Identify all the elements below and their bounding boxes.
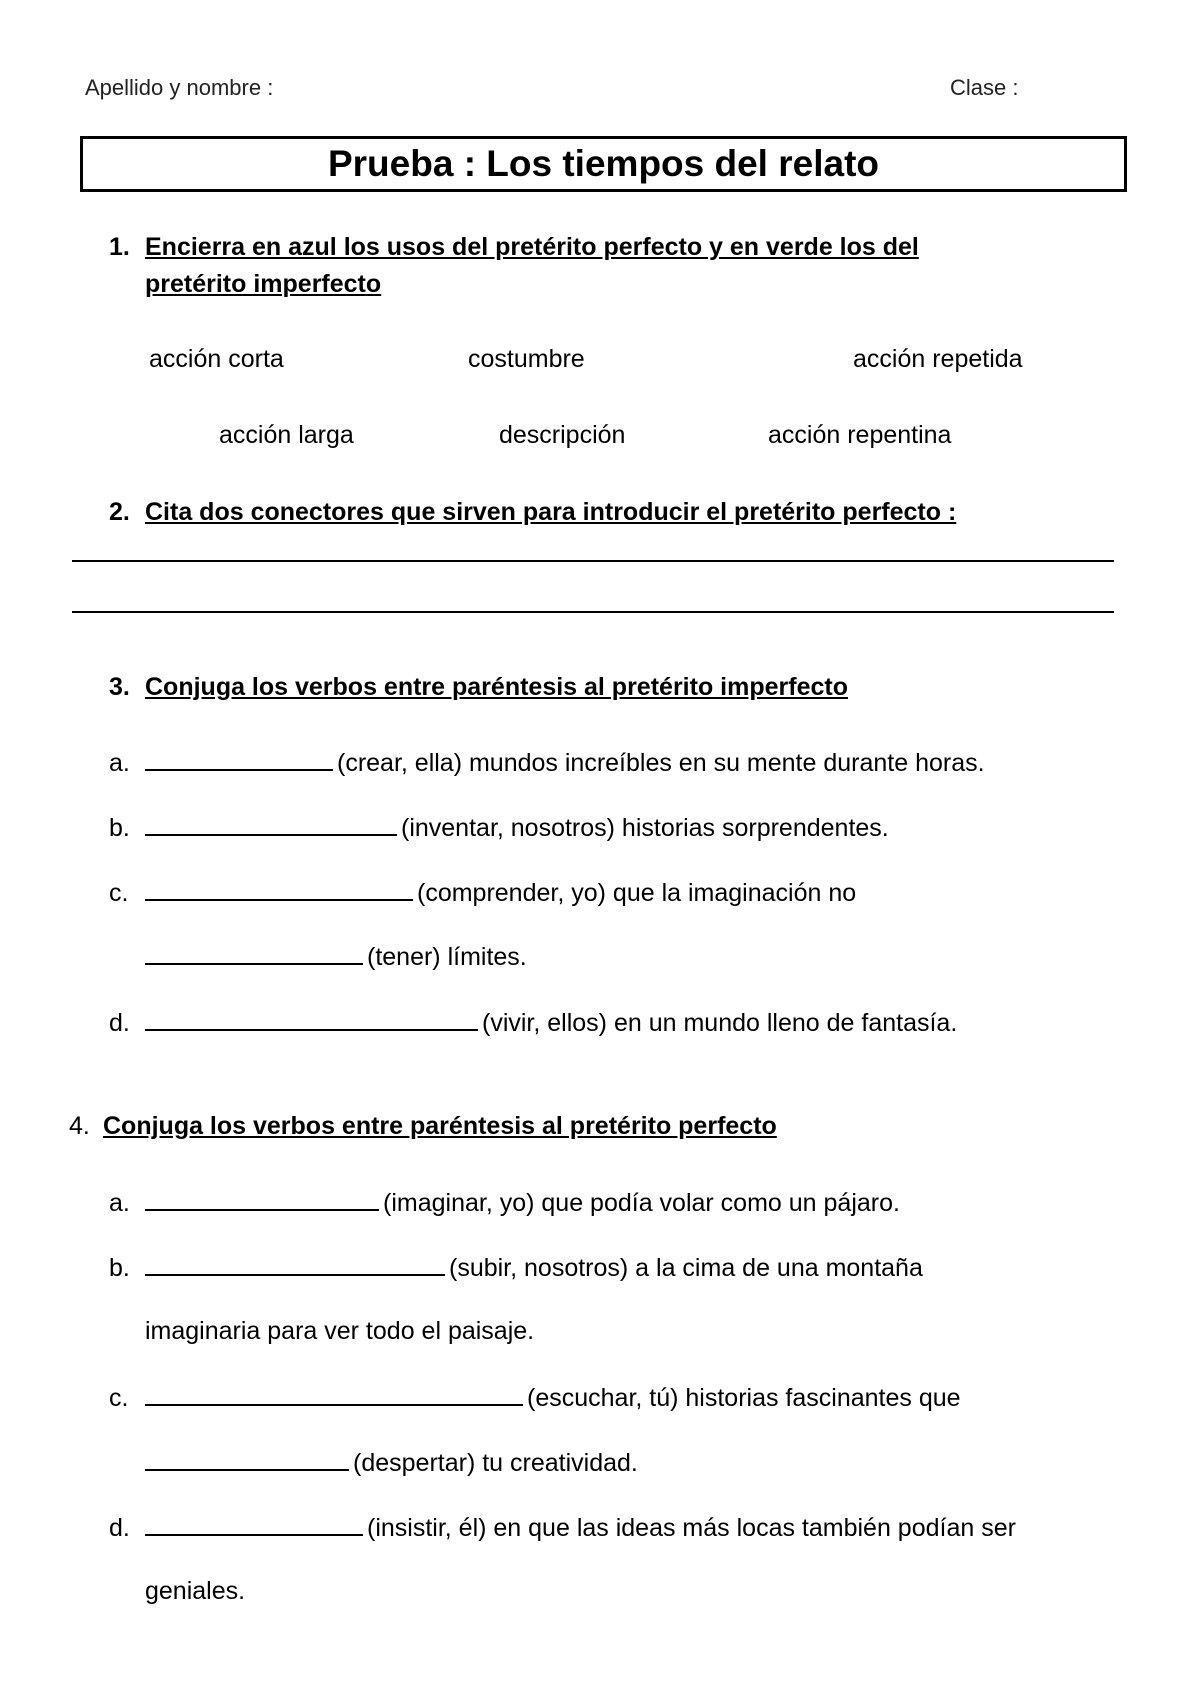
option-accion-repentina: acción repentina: [768, 421, 952, 449]
page-title: Prueba : Los tiempos del relato: [327, 143, 879, 184]
answer-blank[interactable]: [145, 1252, 445, 1276]
answer-line-1[interactable]: [72, 560, 1114, 562]
class-label: Clase :: [950, 75, 1019, 100]
q3-item-a: [109, 747, 985, 778]
answer-blank[interactable]: [145, 941, 363, 965]
q1-number: 1.: [109, 233, 130, 261]
q3-number: 3.: [109, 673, 130, 701]
q4-item-d: [109, 1512, 1016, 1543]
option-accion-repetida: acción repetida: [853, 345, 1023, 373]
item-text: (imaginar, yo) que podía volar como un pájaro.: [383, 1189, 900, 1217]
answer-blank[interactable]: [145, 747, 333, 771]
q4-text: Conjuga los verbos entre paréntesis al pretérito perfecto: [103, 1112, 777, 1140]
answer-blank[interactable]: [145, 1007, 478, 1031]
item-text: (inventar, nosotros) historias sorprendentes.: [401, 814, 889, 842]
q2-number: 2.: [109, 498, 130, 526]
q2-text: Cita dos conectores que sirven para introducir el pretérito perfecto :: [145, 498, 957, 526]
q1-text-line1: Encierra en azul los usos del pretérito perfecto y en verde los del: [145, 233, 919, 261]
item-letter: a.: [109, 749, 130, 777]
item-text: (crear, ella) mundos increíbles en su mente durante horas.: [337, 749, 985, 777]
option-costumbre: costumbre: [468, 345, 585, 373]
q1-text-line2: pretérito imperfecto: [145, 270, 382, 298]
answer-blank[interactable]: [145, 1512, 363, 1536]
option-descripcion: descripción: [499, 421, 626, 449]
answer-blank[interactable]: [145, 1187, 379, 1211]
q4-number: 4.: [69, 1112, 90, 1140]
answer-blank[interactable]: [145, 812, 397, 836]
q4-item-c: [109, 1382, 961, 1413]
item-text: (despertar) tu creatividad.: [353, 1449, 638, 1477]
answer-blank[interactable]: [145, 1447, 349, 1471]
option-accion-larga: acción larga: [219, 421, 354, 449]
q4-item-a: [109, 1187, 900, 1218]
q3-item-d: [109, 1007, 957, 1038]
q3-item-c: [109, 877, 856, 908]
option-accion-corta: acción corta: [149, 345, 284, 373]
name-label: Apellido y nombre :: [85, 75, 274, 100]
q4-item-c-cont: [109, 1447, 638, 1478]
item-text: geniales.: [145, 1577, 246, 1605]
title-box: [80, 136, 1127, 192]
item-letter: b.: [109, 1254, 130, 1282]
q4-item-b: [109, 1252, 923, 1283]
item-letter: c.: [109, 1384, 129, 1412]
q3-item-b: [109, 812, 889, 843]
q4-item-d-cont: [145, 1577, 245, 1606]
item-letter: d.: [109, 1009, 130, 1037]
item-letter: d.: [109, 1514, 130, 1542]
answer-blank[interactable]: [145, 877, 413, 901]
answer-blank[interactable]: [145, 1382, 523, 1406]
q4-item-b-cont: [145, 1317, 534, 1346]
item-text: (comprender, yo) que la imaginación no: [417, 879, 857, 907]
q3-item-c-cont: [109, 941, 527, 972]
item-text: (insistir, él) en que las ideas más locas también podían ser: [367, 1514, 1016, 1542]
item-text: (subir, nosotros) a la cima de una montaña: [449, 1254, 923, 1282]
item-text: (vivir, ellos) en un mundo lleno de fantasía.: [482, 1009, 958, 1037]
item-text: (tener) límites.: [367, 943, 527, 971]
q3-text: Conjuga los verbos entre paréntesis al pretérito imperfecto: [145, 673, 848, 701]
answer-line-2[interactable]: [72, 611, 1114, 613]
item-text: imaginaria para ver todo el paisaje.: [145, 1317, 535, 1345]
item-letter: a.: [109, 1189, 130, 1217]
item-text: (escuchar, tú) historias fascinantes que: [527, 1384, 961, 1412]
item-letter: b.: [109, 814, 130, 842]
item-letter: c.: [109, 879, 129, 907]
